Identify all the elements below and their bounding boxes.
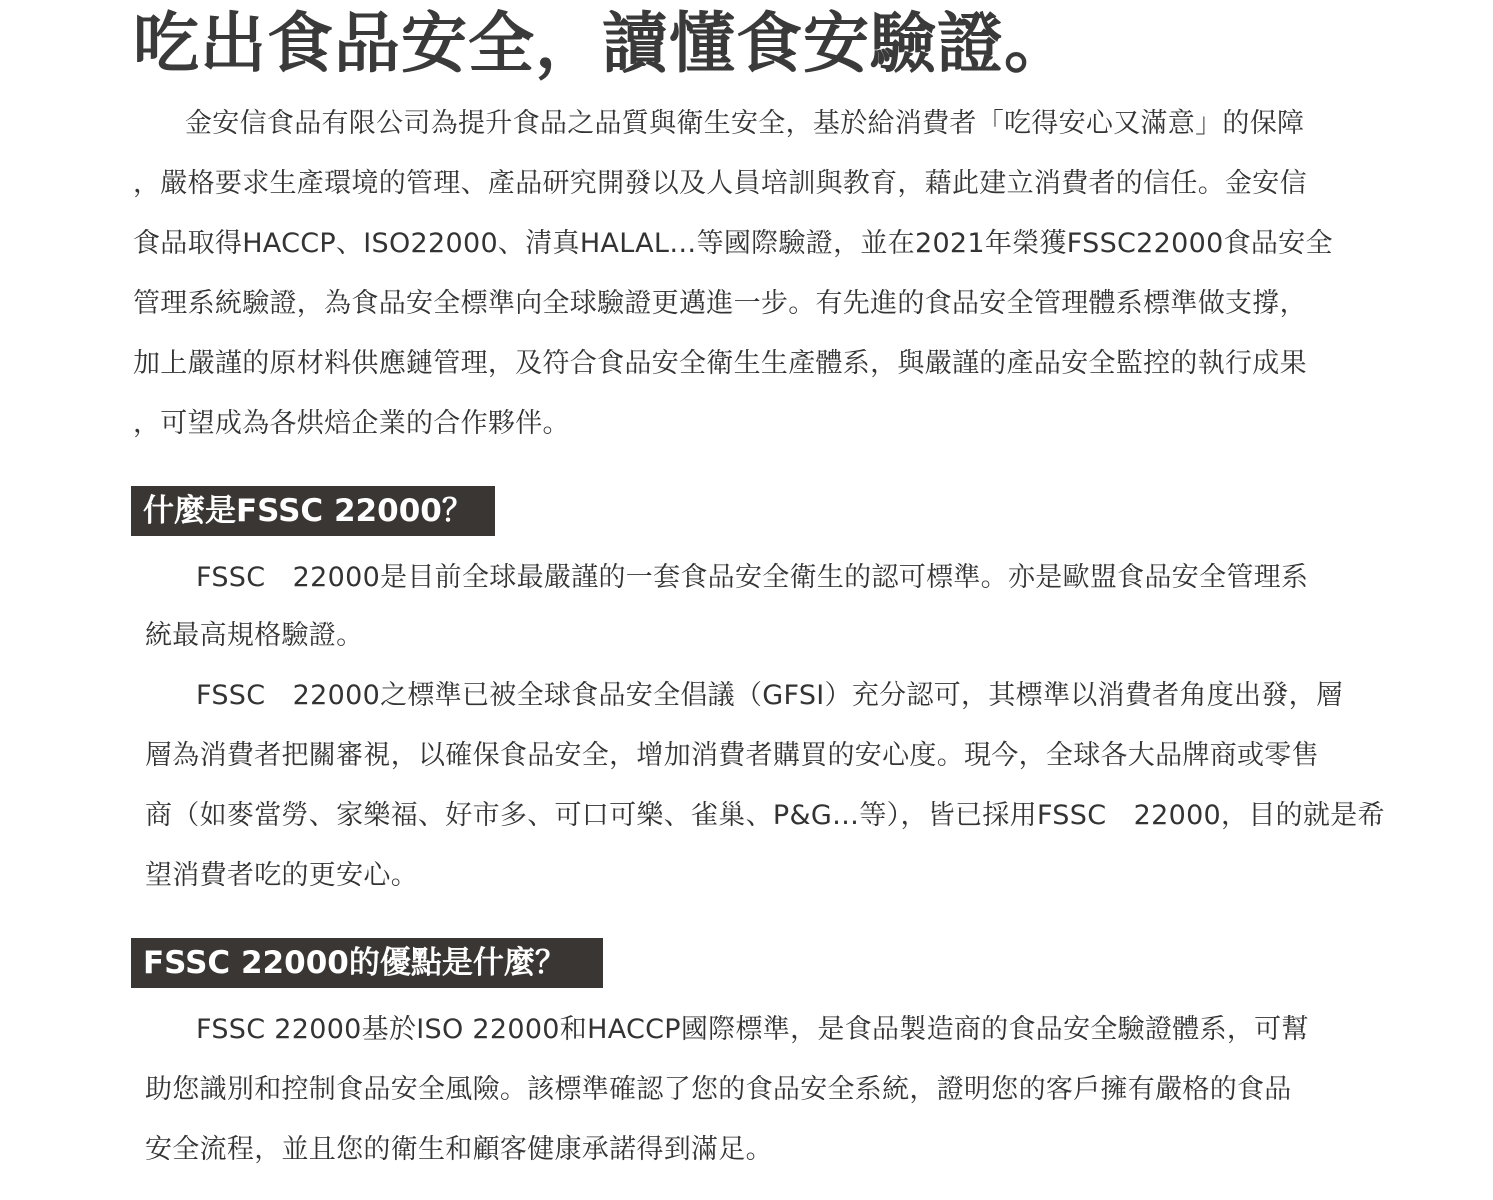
section1-line: FSSC 22000是目前全球最嚴謹的一套食品安全衛生的認可標準。亦是歐盟食品安全管理系 [196, 562, 1309, 593]
section-heading-what-is-fssc: 什麼是FSSC 22000？ [131, 486, 495, 536]
section2-line: 助您識別和控制食品安全風險。該標準確認了您的食品安全系統，證明您的客戶擁有嚴格的食品 [145, 1074, 1292, 1105]
section2-line: FSSC 22000基於ISO 22000和HACCP國際標準，是食品製造商的食品安全驗證體系，可幫 [196, 1014, 1309, 1045]
page-title: 吃出食品安全，讀懂食安驗證。 [133, 5, 1071, 82]
section1-line: 層為消費者把關審視，以確保食品安全，增加消費者購買的安心度。現今，全球各大品牌商或零售 [145, 740, 1319, 771]
intro-line: 金安信食品有限公司為提升食品之品質與衛生安全，基於給消費者「吃得安心又滿意」的保障 [185, 108, 1305, 139]
section1-line: 商（如麥當勞、家樂福、好市多、可口可樂、雀巢、P&G…等），皆已採用FSSC 22000，目的就是希 [145, 800, 1385, 831]
intro-line: 管理系統驗證，為食品安全標準向全球驗證更邁進一步。有先進的食品安全管理體系標準做支撐， [133, 288, 1307, 319]
section1-line: FSSC 22000之標準已被全球食品安全倡議（GFSI）充分認可，其標準以消費者角度出發，層 [196, 680, 1344, 711]
intro-line: 食品取得HACCP、ISO22000、清真HALAL…等國際驗證，並在2021年榮獲FSSC22000食品安全 [133, 228, 1333, 259]
section1-line: 統最高規格驗證。 [145, 620, 364, 651]
intro-line: 加上嚴謹的原材料供應鏈管理，及符合食品安全衛生生產體系，與嚴謹的產品安全監控的執行成果 [133, 348, 1307, 379]
section1-line: 望消費者吃的更安心。 [145, 860, 418, 891]
intro-line: ，可望成為各烘焙企業的合作夥伴。 [133, 408, 570, 439]
section-heading-fssc-advantages: FSSC 22000的優點是什麼？ [131, 938, 603, 988]
intro-line: ，嚴格要求生產環境的管理、產品研究開發以及人員培訓與教育，藉此建立消費者的信任。金安信 [133, 168, 1307, 199]
section2-line: 安全流程，並且您的衛生和顧客健康承諾得到滿足。 [145, 1134, 773, 1165]
